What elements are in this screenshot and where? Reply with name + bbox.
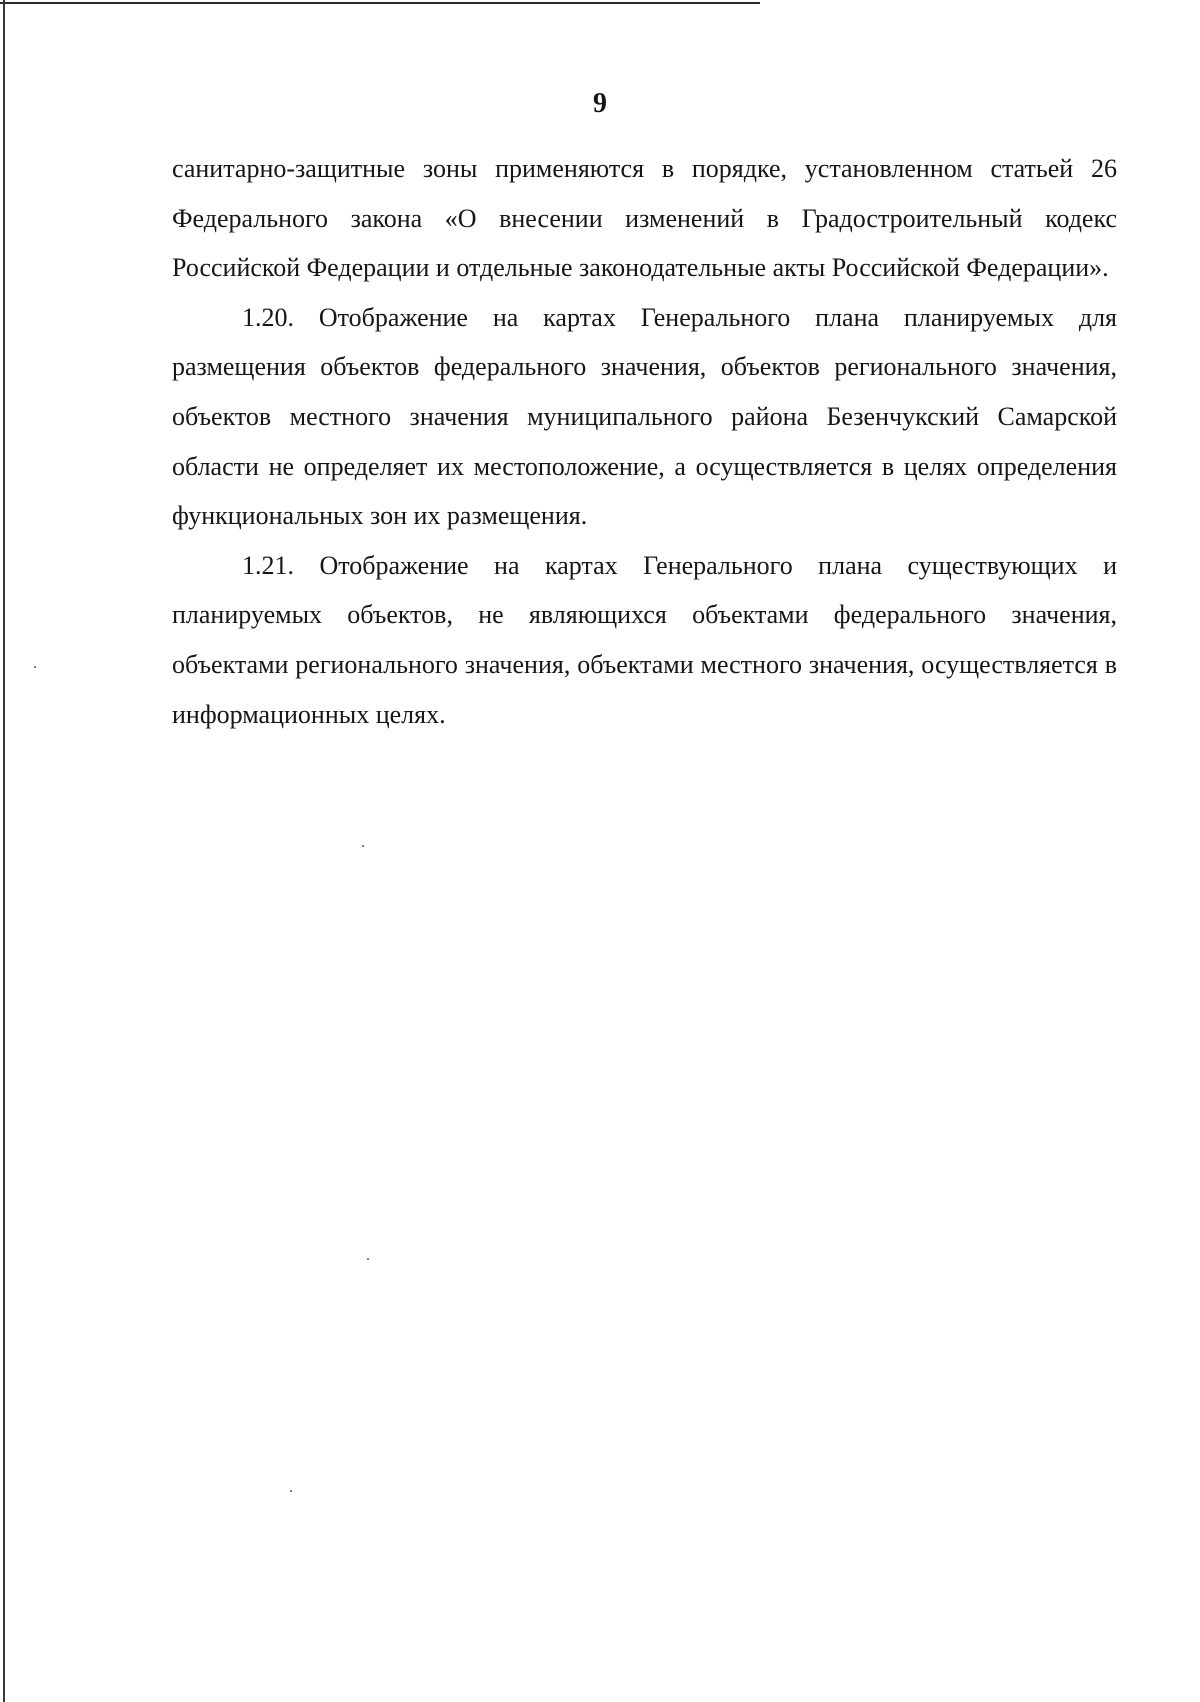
scan-speck xyxy=(34,666,36,668)
page-number: 9 xyxy=(593,88,607,119)
paragraph-1-21: 1.21. Отображение на картах Генерального плана существующих и планируемых объектов, не являющихся объектами федерального значения, объектами регионального значения, объектами местного значения, осуществляется в информационных целях. xyxy=(172,550,1117,729)
scan-speck xyxy=(290,1490,292,1492)
scan-speck xyxy=(367,1258,369,1260)
scan-border-top xyxy=(0,2,760,4)
scan-border-left xyxy=(3,0,5,1702)
paragraph-1-20: 1.20. Отображение на картах Генерального плана планируемых для размещения объектов федерального значения, объектов регионального значения, объектов местного значения муниципального района Безенчукский Самарской области не определяет их местоположение, а осуществляется в целях определения функциональных зон их размещения. xyxy=(172,302,1117,531)
scan-speck xyxy=(362,845,364,847)
paragraph-continuation: санитарно-защитные зоны применяются в порядке, установленном статьей 26 Федерального закона «О внесении изменений в Градостроительный кодекс Российской Федерации и отдельные законодательные акты Российской Федерации». xyxy=(172,154,1117,283)
document-body xyxy=(172,144,1117,739)
